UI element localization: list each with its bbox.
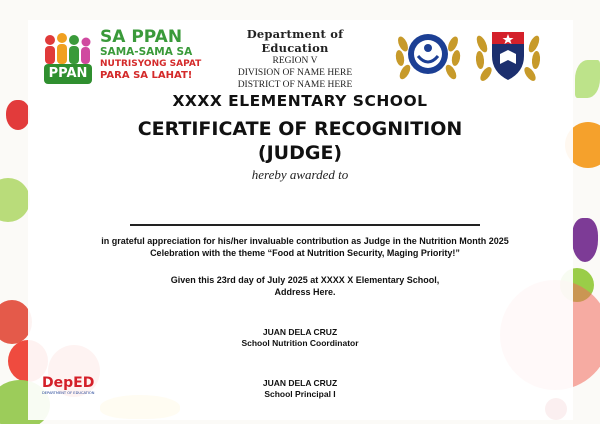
campaign-brand: SA PPAN [100,27,183,47]
agency-region: REGION V [272,56,318,66]
signatory-name: JUAN DELA CRUZ [262,327,338,337]
recipient-name-line [130,224,480,226]
certificate-title: CERTIFICATE OF RECOGNITION [137,118,463,140]
grapes-decoration [572,218,598,262]
agency-district: DISTRICT OF NAME HERE [237,80,353,90]
given-date-text [120,275,490,298]
campaign-line1: SAMA-SAMA SA [100,46,193,58]
awarded-to-text: hereby awarded to [251,167,349,182]
deped-logo [42,375,94,396]
signatory-name: JUAN DELA CRUZ [262,378,338,388]
signatory-coordinator [0,327,600,349]
certificate-role: (JUDGE) [257,142,343,164]
agency-header [220,27,370,91]
school-shield-icon [472,24,544,86]
campaign-logo [40,28,210,86]
campaign-line2: NUTRISYONG SAPAT [100,59,202,69]
given-line-1: Given this 23rd day of July 2025 at XXXX X Elementary School, [170,275,440,285]
cabbage-decoration [0,178,30,222]
campaign-line3: PARA SA LAHAT! [100,70,193,81]
given-line-2: Address Here. [274,286,336,297]
signatory-title: School Principal I [264,389,336,399]
signatory-title: School Nutrition Coordinator [241,338,359,348]
agency-title: Department of Education [246,27,344,55]
appreciation-text: in grateful appreciation for his/her invaluable contribution as Judge in the Nutrition Month 2025 Celebration with the theme “Food at Nutrition Security, Maging Priority!” [101,236,509,258]
deped-logo-sub: DEPARTMENT OF EDUCATION [42,391,95,395]
agency-division: DIVISION OF NAME HERE [237,68,353,78]
school-name: XXXX ELEMENTARY SCHOOL [172,92,428,110]
nutrition-seal-icon [393,26,463,86]
ppan-badge: PPAN [44,64,92,84]
deped-logo-text: DepED [42,375,95,391]
